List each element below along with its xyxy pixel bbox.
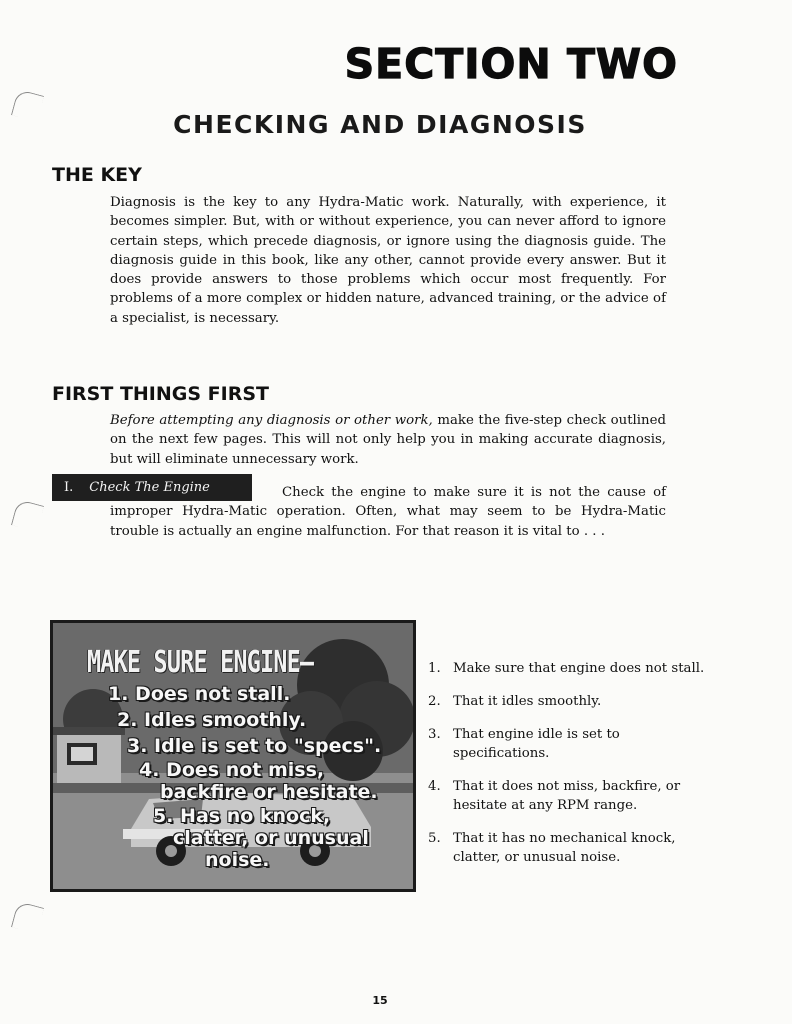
photo-line-5: backfire or hesitate. [160,781,378,803]
chapter-title: CHECKING AND DIAGNOSIS [173,110,587,139]
step-one-paragraph: Check the engine to make sure it is not the cause of improper Hydra-Matic operation. Often, what may seem to be Hydra-Matic trouble is actually an engine malfunction. For that reason it is vital to . . . [110,485,666,539]
checklist-number: 3. [428,727,441,742]
checklist-text: That it idles smoothly. [453,694,602,709]
first-things-paragraph [110,411,666,469]
checklist-item [428,692,718,711]
checklist-text: That it does not miss, backfire, or hesitate at any RPM range. [453,779,681,813]
checklist-text: That engine idle is set to specifications. [453,727,620,761]
step-one-number: I. [64,480,74,495]
heading-the-key: THE KEY [52,164,142,186]
engine-check-photo [50,620,416,892]
photo-line-3: 3. Idle is set to "specs". [127,735,382,757]
photo-line-7: clatter, or unusual [173,827,369,849]
page-number: 15 [372,994,388,1007]
section-title: SECTION TWO [344,40,678,88]
checklist-text: Make sure that engine does not stall. [453,661,705,676]
the-key-paragraph: Diagnosis is the key to any Hydra-Matic work. Naturally, with experience, it becomes simpler. But, with or without experience, you can never afford to ignore certain steps, which precede diagnosis, or ignore using the diagnosis guide. The diagnosis guide in this book, like any other, cannot provide every answer. But it does provide answers to those problems which occur most frequently. For problems of a more complex or hidden nature, advanced training, or the advice of a specialist, is necessary. [110,195,666,326]
photo-title: MAKE SURE ENGINE— [87,645,314,680]
checklist-item [428,659,718,678]
step-one-label: Check The Engine [89,480,210,495]
checklist-number: 4. [428,779,441,794]
photo-line-6: 5. Has no knock, [153,805,331,827]
photo-line-2: 2. Idles smoothly. [117,709,307,731]
first-things-italic: Before attempting any diagnosis or other work, [110,413,433,428]
punch-hole-bottom [11,901,44,934]
checklist-number: 1. [428,661,441,676]
checklist-item [428,777,718,815]
punch-hole-middle [11,499,44,532]
checklist-text: That it has no mechanical knock, clatter, or unusual noise. [453,831,676,865]
photo-line-4: 4. Does not miss, [139,759,325,781]
checklist-item [428,725,718,763]
heading-first-things-first: FIRST THINGS FIRST [52,383,269,405]
first-things-rest: make the five-step check outlined on the next few pages. This will not only help you in making accurate diagnosis, but will eliminate unnecessary work. [110,413,666,467]
photo-line-1: 1. Does not stall. [108,683,291,705]
checklist-number: 5. [428,831,441,846]
checklist-number: 2. [428,694,441,709]
checklist-item [428,829,718,867]
engine-checklist [428,659,718,881]
photo-line-8: noise. [205,849,270,871]
